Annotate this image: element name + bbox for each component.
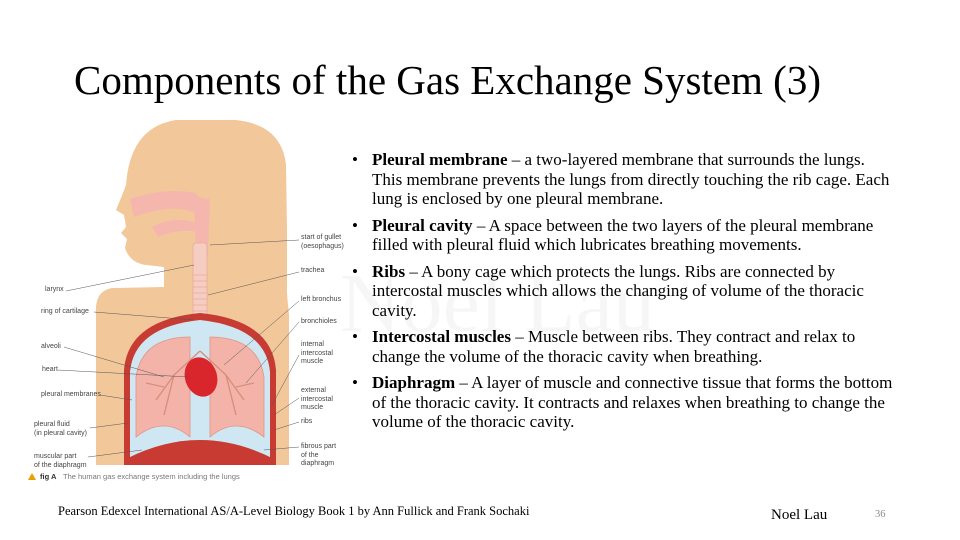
footer-source: Pearson Edexcel International AS/A-Level Biology Book 1 by Ann Fullick and Frank Sochaki xyxy=(58,504,530,518)
label-heart: heart xyxy=(42,366,58,373)
label-pleural-fluid-line2: (in pleural cavity) xyxy=(34,429,87,437)
label-start-of-gullet xyxy=(301,234,344,251)
figure-caption-label: fig A xyxy=(40,472,57,481)
label-fibrous-line1: fibrous part xyxy=(301,443,337,450)
label-gullet-line1: start of gullet xyxy=(301,234,342,241)
label-internal-line3: muscle xyxy=(301,358,324,365)
label-muscular-part-diaphragm xyxy=(34,453,87,470)
label-internal-line2: intercostal xyxy=(301,349,333,357)
bullet-term: Pleural membrane xyxy=(372,150,508,169)
bullet-item xyxy=(352,216,897,255)
gas-exchange-figure xyxy=(24,115,364,495)
label-trachea: trachea xyxy=(301,267,325,274)
label-alveoli: alveoli xyxy=(41,343,61,350)
bullet-text: – Muscle between ribs. They contract and relax to change the volume of the thoracic cavity when breathing. xyxy=(372,327,856,366)
label-fibrous-line3: diaphragm xyxy=(301,460,335,467)
label-bronchioles: bronchioles xyxy=(301,318,337,325)
bullet-term: Diaphragm xyxy=(372,373,456,392)
bullet-text: – A bony cage which protects the lungs. Ribs are connected by intercostal muscles which allows the changing of volume of the thoracic cavity. xyxy=(372,261,864,320)
bullet-item xyxy=(352,150,897,209)
label-internal-line1: internal xyxy=(301,341,324,348)
slide-title: Components of the Gas Exchange System (3) xyxy=(74,57,821,103)
label-muscular-part-line2: of the diaphragm xyxy=(34,461,87,469)
label-external-line1: external xyxy=(301,387,326,394)
label-ribs: ribs xyxy=(301,418,313,425)
label-muscular-part-line1: muscular part xyxy=(34,453,77,460)
label-internal-intercostal xyxy=(301,341,333,367)
bullet-term: Pleural cavity xyxy=(372,215,473,235)
label-external-intercostal xyxy=(301,387,333,413)
bullet-term: Intercostal muscles xyxy=(372,327,511,346)
caption-triangle-icon xyxy=(28,473,36,480)
label-external-line2: intercostal xyxy=(301,395,333,403)
bullet-term: Ribs xyxy=(372,261,406,281)
bullet-item xyxy=(352,373,897,432)
bullet-text: – A space between the two layers of the pleural membrane filled with pleural fluid which lubricates breathing movements. xyxy=(372,215,874,254)
figure-caption-text: The human gas exchange system including the lungs xyxy=(63,472,240,481)
label-pleural-fluid-line1: pleural fluid xyxy=(34,421,70,428)
label-external-line3: muscle xyxy=(301,404,324,411)
footer-author: Noel Lau xyxy=(771,507,828,523)
bullet-list xyxy=(352,150,897,439)
label-larynx: larynx xyxy=(45,286,64,293)
label-fibrous-part-diaphragm xyxy=(301,443,336,469)
label-pleural-membranes: pleural membranes xyxy=(41,391,101,398)
bullet-text: – a two-layered membrane that surrounds the lungs. This membrane prevents the lungs from directly touching the rib cage. Each lung is enclosed by one pleural membrane. xyxy=(372,150,890,208)
bullet-item xyxy=(352,327,897,366)
label-ring-of-cartilage: ring of cartilage xyxy=(41,308,89,315)
label-pleural-fluid xyxy=(34,421,87,438)
label-fibrous-line2: of the xyxy=(301,451,319,459)
label-left-bronchus: left bronchus xyxy=(301,296,342,303)
page-number: 36 xyxy=(875,509,886,520)
bullet-text: – A layer of muscle and connective tissue that forms the bottom of the thoracic cavity. It contracts and relaxes when breathing to change the volume of the thoracic cavity. xyxy=(372,373,893,431)
label-gullet-line2: (oesophagus) xyxy=(301,242,344,250)
gas-exchange-illustration xyxy=(24,115,364,495)
bullet-item xyxy=(352,262,897,321)
